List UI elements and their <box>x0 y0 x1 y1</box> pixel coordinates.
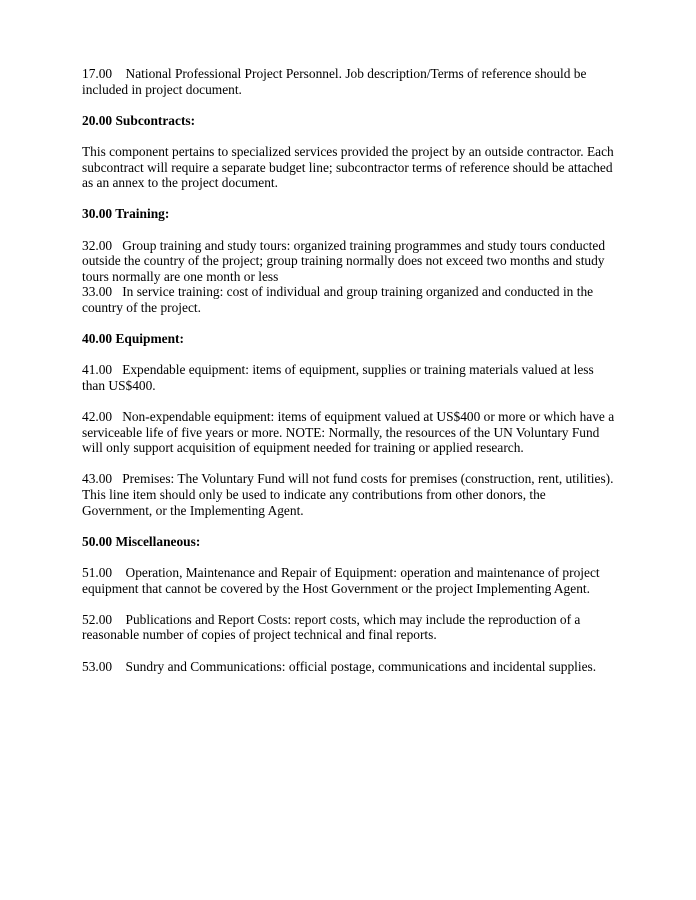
item-32 <box>82 238 618 285</box>
item-number: 33.00 <box>82 284 113 300</box>
item-text: Sundry and Communications: official postage, communications and incidental supplies. <box>125 658 597 674</box>
item-text: Group training and study tours: organized training programmes and study tours conducted outside the country of the project; group training normally does not exceed two months and study tours normally are one month or less <box>82 237 606 284</box>
item-number: 43.00 <box>82 471 113 487</box>
item-text: Publications and Report Costs: report costs, which may include the reproduction of a reasonable number of copies of project technical and final reports. <box>82 611 581 643</box>
item-number: 17.00 <box>82 66 113 81</box>
document-body <box>82 66 618 674</box>
item-51 <box>82 565 618 596</box>
item-number: 53.00 <box>82 658 113 674</box>
item-number: 32.00 <box>82 237 113 253</box>
item-17 <box>82 66 618 97</box>
item-text: In service training: cost of individual and group training organized and conducted in the country of the project. <box>82 284 594 315</box>
item-number: 52.00 <box>82 611 113 627</box>
item-41 <box>82 362 618 393</box>
item-text: Expendable equipment: items of equipment, supplies or training materials valued at less than US$400. <box>82 362 594 393</box>
item-text: Premises: The Voluntary Fund will not fund costs for premises (construction, rent, utilities). This line item should only be used to indicate any contributions from other donors, the Government, or the Implementing Agent. <box>82 471 614 518</box>
item-43 <box>82 471 618 518</box>
item-number: 41.00 <box>82 362 113 378</box>
item-text: National Professional Project Personnel. Job description/Terms of reference should be included in project document. <box>82 66 587 97</box>
section-heading-subcontracts: 20.00 Subcontracts: <box>82 112 196 128</box>
section-heading-equipment: 40.00 Equipment: <box>82 331 184 347</box>
item-number: 42.00 <box>82 409 113 425</box>
item-text: Non-expendable equipment: items of equipment valued at US$400 or more or which have a serviceable life of five years or more. NOTE: Normally, the resources of the UN Voluntary Fund will only support acquisition of equipment needed for training or applied research. <box>82 409 615 456</box>
section-heading-miscellaneous: 50.00 Miscellaneous: <box>82 533 201 549</box>
paragraph-subcontracts: This component pertains to specialized services provided the project by an outside contractor. Each subcontract will require a separate budget line; subcontractor terms of reference should be attached as an annex to the project document. <box>82 143 614 191</box>
section-heading-training: 30.00 Training: <box>82 206 170 222</box>
item-42 <box>82 409 618 456</box>
item-text: Operation, Maintenance and Repair of Equipment: operation and maintenance of project equipment that cannot be covered by the Host Government or the project Implementing Agent. <box>82 565 600 596</box>
item-52 <box>82 612 618 643</box>
item-33 <box>82 284 618 315</box>
item-number: 51.00 <box>82 565 113 580</box>
item-53 <box>82 659 618 675</box>
